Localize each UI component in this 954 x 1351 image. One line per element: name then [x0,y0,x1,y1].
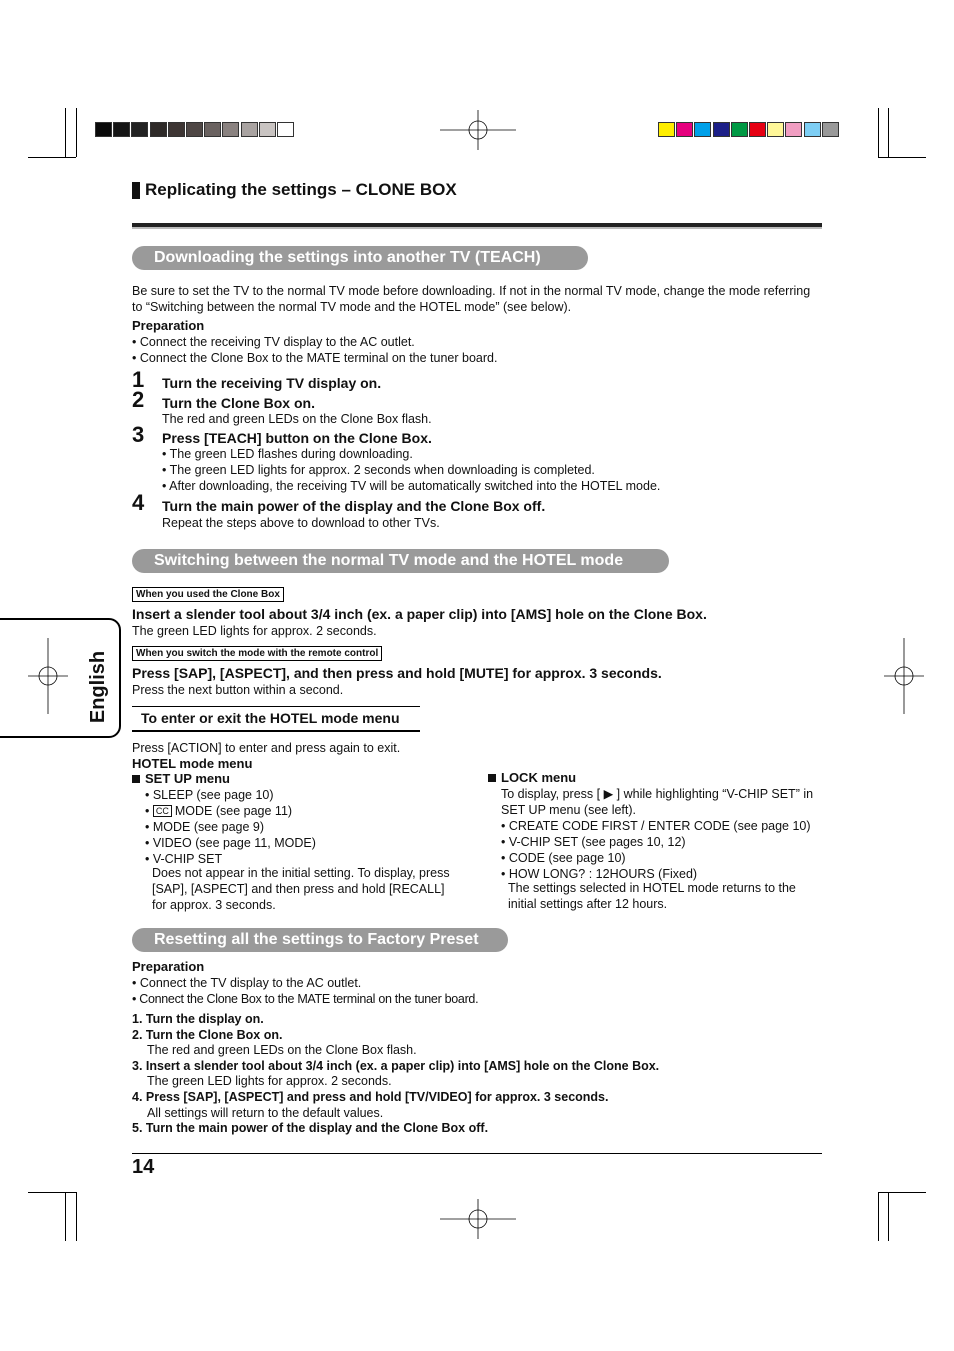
reset-steps [132,1012,659,1137]
remote-instruction: Press [SAP], [ASPECT], and then press and hold [MUTE] for approx. 3 seconds. [132,665,662,681]
page-number: 14 [132,1156,155,1178]
reset-step: 3. Insert a slender tool about 3/4 inch (ex. a paper clip) into [AMS] hole on the Clone Box. [132,1058,660,1073]
teach-heading: Downloading the settings into another TV (TEACH) [132,246,588,270]
step-title: Turn the receiving TV display on. [162,375,382,391]
section-title-marker [132,182,140,199]
list-item: • Connect the Clone Box to the MATE terminal on the tuner board. [132,351,498,365]
step-number: 1 [132,367,145,392]
description-line: Does not appear in the initial setting. To display, press [152,866,450,880]
setup-menu-title [132,771,230,787]
section-title: Replicating the settings – CLONE BOX [145,180,457,199]
registration-mark-icon [440,110,516,150]
list-item: • CODE (see page 10) [501,851,626,865]
list-item: • V-CHIP SET (see pages 10, 12) [501,835,686,849]
description-line: SET UP menu (see left). [501,803,637,817]
gray-swatch [222,122,239,137]
square-bullet-icon [488,774,496,782]
lock-menu-note [508,880,828,912]
clone-box-label: When you used the Clone Box [132,587,284,602]
switch-heading: Switching between the normal TV mode and the HOTEL mode [132,549,669,573]
description-line: for approx. 3 seconds. [152,898,276,912]
list-item: • Connect the Clone Box to the MATE terminal on the tuner board. [132,992,479,1006]
step-title: Turn the Clone Box on. [162,395,315,411]
preparation-list [132,334,497,366]
step-note: • The green LED flashes during downloading. [162,447,413,461]
color-swatch [658,122,675,137]
gray-swatch [186,122,203,137]
description-line: To display, press [ ▶ ] while highlighting “V-CHIP SET” in [501,787,814,801]
bullet: • [145,804,150,818]
list-item: • Connect the TV display to the AC outlet. [132,976,362,990]
step-note: Repeat the steps above to download to other TVs. [162,516,440,530]
lock-menu-description [501,786,831,882]
step-number: 3 [132,422,145,447]
reset-step: 2. Turn the Clone Box on. [132,1027,283,1042]
intro-line: to “Switching between the normal TV mode and the HOTEL mode” (see below). [132,300,572,314]
cc-icon: CC [153,805,172,817]
step-note: • The green LED lights for approx. 2 seconds when downloading is completed. [162,463,595,477]
reset-heading: Resetting all the settings to Factory Preset [132,928,508,952]
reset-step-note: The green LED lights for approx. 2 seconds. [147,1074,392,1089]
step-number: 4 [132,490,145,515]
gray-swatch [95,122,112,137]
enter-exit-text: Press [ACTION] to enter and press again to exit. [132,741,401,755]
gray-swatch [113,122,130,137]
intro-line: Be sure to set the TV to the normal TV mode before downloading. If not in the normal TV mode, change the mode referring [132,284,811,298]
step-note: The red and green LEDs on the Clone Box flash. [162,412,432,426]
preparation-title: Preparation [132,959,205,974]
list-item: • VIDEO (see page 11, MODE) [145,836,316,850]
note-line: The settings selected in HOTEL mode returns to the [508,881,796,895]
color-swatch [676,122,693,137]
step-title: Press [TEACH] button on the Clone Box. [162,430,432,446]
reset-step-note: The red and green LEDs on the Clone Box flash. [147,1043,417,1058]
gray-swatch [277,122,294,137]
gray-swatch [241,122,258,137]
color-swatch [785,122,802,137]
color-swatch [822,122,839,137]
registration-mark-icon [440,1199,516,1239]
step-number: 2 [132,387,145,412]
vchip-description [152,865,472,913]
description-line: [SAP], [ASPECT] and then press and hold [RECALL] [152,882,445,896]
gray-swatch [131,122,148,137]
teach-intro [132,283,832,315]
setup-menu-label: SET UP menu [145,771,231,786]
color-swatch [804,122,821,137]
list-item: • MODE (see page 9) [145,820,265,834]
hotel-menu-subheading: To enter or exit the HOTEL mode menu [141,710,400,726]
step-title: Turn the main power of the display and the Clone Box off. [162,498,546,514]
color-swatch [713,122,730,137]
reset-step-note: All settings will return to the default values. [147,1105,384,1120]
lock-menu-label: LOCK menu [501,770,577,785]
note-line: initial settings after 12 hours. [508,897,668,911]
reset-step: 4. Press [SAP], [ASPECT] and press and hold [TV/VIDEO] for approx. 3 seconds. [132,1089,609,1104]
list-item: • CREATE CODE FIRST / ENTER CODE (see page 10) [501,819,811,833]
clone-box-note: The green LED lights for approx. 2 seconds. [132,624,377,638]
hotel-menu-title: HOTEL mode menu [132,756,253,771]
list-item: • HOW LONG? : 12HOURS (Fixed) [501,867,698,881]
gray-swatch [150,122,167,137]
setup-menu-list [145,787,316,867]
gray-swatch [168,122,185,137]
color-swatch [731,122,748,137]
side-tab-label: English [87,650,109,724]
remote-note: Press the next button within a second. [132,683,344,697]
reset-step: 1. Turn the display on. [132,1012,264,1026]
list-item-text: MODE (see page 11) [174,804,293,818]
list-item: • SLEEP (see page 10) [145,788,274,802]
clone-box-instruction: Insert a slender tool about 3/4 inch (ex. a paper clip) into [AMS] hole on the Clone Box. [132,606,707,622]
gray-swatch [204,122,221,137]
color-swatch [749,122,766,137]
preparation-list [132,975,478,1007]
remote-control-label: When you switch the mode with the remote control [132,646,382,661]
preparation-title: Preparation [132,318,205,333]
gray-swatch [259,122,276,137]
footer-rule [132,1153,822,1154]
section-rule [132,223,822,229]
lock-menu-title [488,770,576,786]
registration-mark-icon [884,638,924,714]
reset-step: 5. Turn the main power of the display and the Clone Box off. [132,1121,489,1136]
step-notes [162,446,660,494]
step-note: • After downloading, the receiving TV will be automatically switched into the HOTEL mode. [162,479,661,493]
list-item [145,803,316,819]
color-swatch [694,122,711,137]
color-swatch [767,122,784,137]
list-item: • Connect the receiving TV display to the AC outlet. [132,335,415,349]
list-item: • V-CHIP SET [145,852,223,866]
square-bullet-icon [132,775,140,783]
